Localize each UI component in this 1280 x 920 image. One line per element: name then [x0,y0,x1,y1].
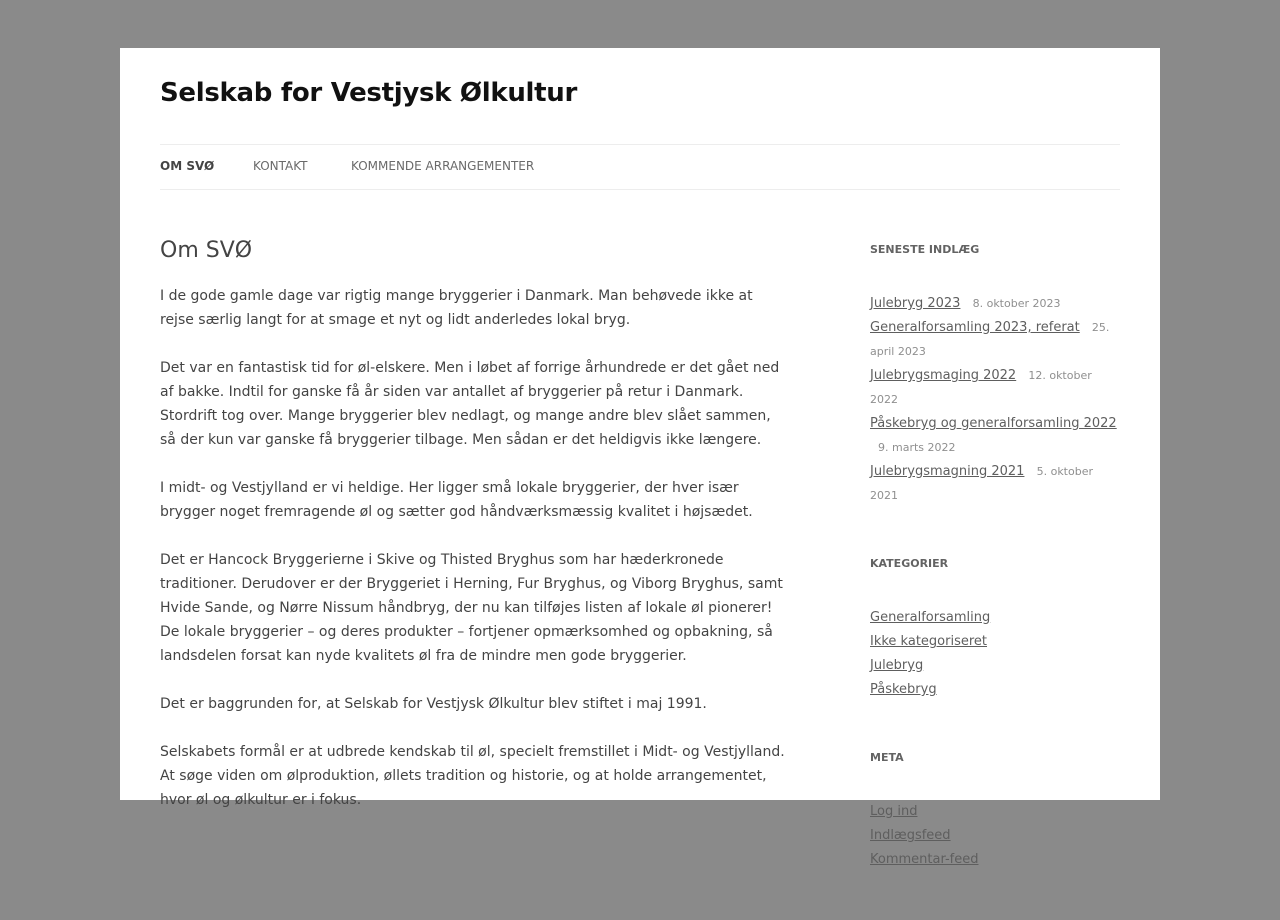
list-item [870,460,1120,508]
site-title[interactable]: Selskab for Vestjysk Ølkultur [160,78,577,108]
nav-item-om-svo[interactable]: OM SVØ [160,159,215,173]
category-link[interactable]: Julebryg [870,658,924,673]
paragraph: I de gode gamle dage var rigtig mange bryggerier i Danmark. Man behøvede ikke at rejse særlig langt for at smage et nyt og lidt anderledes lokal bryg. [160,288,753,328]
recent-post-link[interactable]: Julebrygsmaging 2022 [870,368,1017,383]
list-item [870,630,1120,654]
nav-item-kontakt[interactable]: KONTAKT [253,159,308,173]
sidebar [870,242,1120,920]
meta-list [870,800,1120,872]
paragraph: Det er baggrunden for, at Selskab for Vestjysk Ølkultur blev stiftet i maj 1991. [160,696,707,712]
recent-post-link[interactable]: Generalforsamling 2023, referat [870,320,1080,335]
paragraph: Selskabets formål er at udbrede kendskab til øl, specielt fremstillet i Midt- og Vestjylland. At søge viden om ølproduktion, øllets tradition og historie, og at holde arrangementet, hvor øl og ølkultur er i fokus. [160,744,785,808]
category-link[interactable]: Generalforsamling [870,610,991,625]
paragraph: Det var en fantastisk tid for øl-elskere. Men i løbet af forrige århundrede er det gået ned af bakke. Indtil for ganske få år siden var antallet af bryggerier på retur i Danmark. Stordrift tog over. Mange bryggerier blev nedlagt, og mange andre blev slået sammen, så der kun var ganske få bryggerier tilbage. Men sådan er det heldigvis ikke længere. [160,360,780,448]
paragraph: Det er Hancock Bryggerierne i Skive og Thisted Bryghus som har hæderkronede traditioner. Derudover er der Bryggeriet i Herning, Fur Bryghus, og Viborg Bryghus, samt Hvide Sande, og Nørre Nissum håndbryg, der nu kan tilføjes listen af lokale øl pionerer! [160,552,783,616]
category-link[interactable]: Påskebryg [870,682,937,697]
comments-feed-link[interactable]: Kommentar-feed [870,852,979,867]
paragraph: De lokale bryggerier – og deres produkter – fortjener opmærksomhed og opbakning, så landsdelen forsat kan nyde kvalitets øl fra de mindre men gode bryggerier. [160,624,773,664]
nav-item-kommende-arrangementer[interactable]: KOMMENDE ARRANGEMENTER [351,159,535,173]
recent-post-link[interactable]: Julebryg 2023 [870,296,961,311]
widget-title: KATEGORIER [870,557,949,570]
posts-feed-link[interactable]: Indlægsfeed [870,828,951,843]
categories-widget [870,556,1120,702]
main-content [160,238,790,836]
page-container [120,48,1160,867]
list-item [870,606,1120,630]
post-date: 25. april 2023 [870,321,1110,358]
widget-title: META [870,751,904,764]
list-item [870,678,1120,702]
list-item [870,824,1120,848]
entry-content [160,284,790,812]
meta-widget [870,750,1120,872]
recent-post-link[interactable]: Julebrygsmagning 2021 [870,464,1025,479]
login-link[interactable]: Log ind [870,804,918,819]
list-item [870,412,1120,460]
recent-post-link[interactable]: Påskebryg og generalforsamling 2022 [870,416,1117,431]
paragraph: I midt- og Vestjylland er vi heldige. Her ligger små lokale bryggerier, der hver især brygger noget fremragende øl og sætter god håndværksmæssig kvalitet i højsædet. [160,480,753,520]
post-date: 9. marts 2022 [878,441,956,454]
category-link[interactable]: Ikke kategoriseret [870,634,988,649]
list-item [870,654,1120,678]
recent-posts-widget [870,242,1120,508]
post-date: 5. oktober 2021 [870,465,1094,502]
recent-posts-list [870,292,1120,508]
widget-title: SENESTE INDLÆG [870,243,980,256]
categories-list [870,606,1120,702]
post-date: 12. oktober 2022 [870,369,1092,406]
list-item [870,800,1120,824]
list-item [870,316,1120,364]
main-navigation [160,144,1120,190]
list-item [870,848,1120,872]
page-title: Om SVØ [160,238,253,263]
list-item [870,364,1120,412]
list-item [870,292,1120,316]
post-date: 8. oktober 2023 [972,297,1061,310]
